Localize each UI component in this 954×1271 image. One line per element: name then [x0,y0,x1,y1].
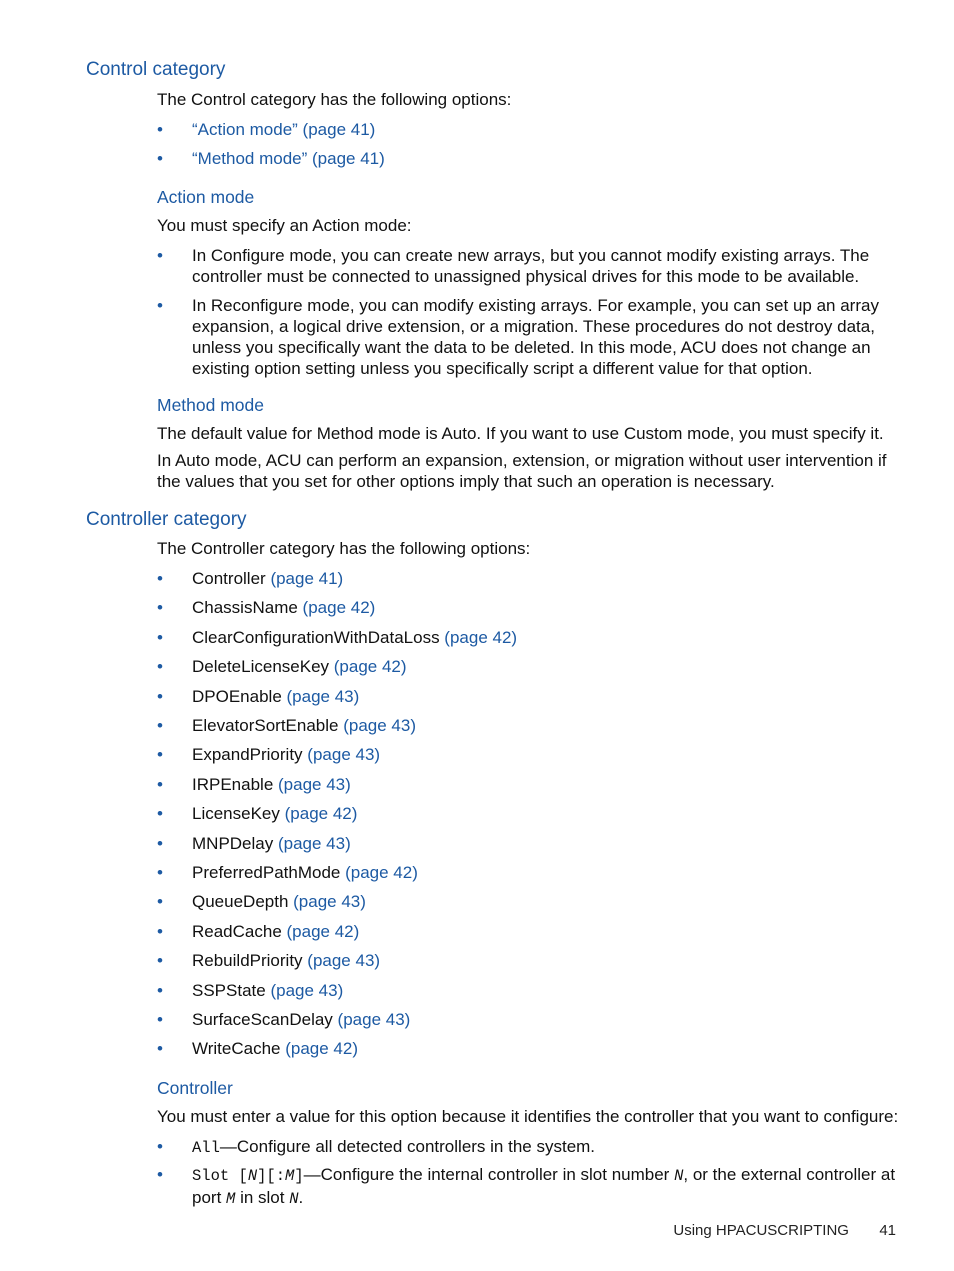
option-entry [192,715,902,736]
option-page-link[interactable]: (page 42) [444,628,518,647]
slot-var-m: M [226,1190,236,1208]
option-entry [192,774,902,795]
option-name: RebuildPriority [192,951,303,970]
controller-category-intro: The Controller category has the following options: [157,539,531,558]
option-entry [192,686,902,707]
option-page-link[interactable]: (page 43) [277,834,351,853]
method-mode-para-1: The default value for Method mode is Auto. If you want to use Custom mode, you must specify it. [157,424,884,443]
footer-title: Using HPACUSCRIPTING [673,1222,849,1239]
option-entry [192,891,902,912]
option-page-link[interactable]: (page 43) [307,951,381,970]
option-page-link[interactable]: (page 42) [285,1039,359,1058]
option-page-link[interactable]: (page 42) [333,657,407,676]
action-mode-heading: Action mode [157,187,255,207]
option-entry [192,568,902,589]
option-name: SSPState [192,981,266,1000]
slot-code-part: ] [294,1167,304,1185]
option-name: DeleteLicenseKey [192,657,330,676]
all-option [192,1136,902,1159]
bullet-icon: • [157,246,163,265]
bullet-icon: • [157,687,163,706]
action-mode-link[interactable]: “Action mode” (page 41) [192,120,376,139]
control-category-heading: Control category [86,59,226,80]
bullet-icon: • [157,1010,163,1029]
option-page-link[interactable]: (page 43) [286,687,360,706]
bullet-icon: • [157,745,163,764]
option-name: WriteCache [192,1039,281,1058]
option-page-link[interactable]: (page 43) [337,1010,411,1029]
option-entry [192,1038,902,1059]
page-footer [673,1222,896,1239]
bullet-icon: • [157,951,163,970]
option-page-link[interactable]: (page 42) [284,804,358,823]
configure-mode-text: In Configure mode, you can create new arrays, but you cannot modify existing arrays. The controller must be connected to unassigned physical drives for this mode to be available. [192,246,870,286]
option-page-link[interactable]: (page 43) [278,775,351,794]
slot-code-m: M [285,1167,295,1185]
bullet-icon: • [157,296,163,315]
option-entry [192,744,902,765]
method-mode-para-2: In Auto mode, ACU can perform an expansion, extension, or migration without user intervention if the values that you set for other options imply that such an operation is necessary. [157,451,887,491]
bullet-icon: • [157,981,163,1000]
page-number: 41 [879,1222,896,1239]
controller-heading: Controller [157,1078,233,1098]
method-mode-heading: Method mode [157,395,265,415]
bullet-icon: • [157,657,163,676]
bullet-icon: • [157,892,163,911]
bullet-icon: • [157,775,163,794]
option-page-link[interactable]: (page 43) [307,745,381,764]
option-name: DPOEnable [192,687,282,706]
controller-intro: You must enter a value for this option because it identifies the controller that you want to configure: [157,1107,899,1126]
option-name: SurfaceScanDelay [192,1010,333,1029]
bullet-icon: • [157,149,163,168]
slot-description: , or the external controller at port [192,1165,896,1207]
slot-code [192,1167,304,1185]
option-entry [192,1009,902,1030]
bullet-icon: • [157,120,163,139]
option-name: ClearConfigurationWithDataLoss [192,628,440,647]
option-name: ChassisName [192,598,298,617]
option-page-link[interactable]: (page 43) [343,716,416,735]
bullet-icon: • [157,628,163,647]
option-name: LicenseKey [192,804,280,823]
option-entry [192,862,902,883]
option-entry [192,980,902,1001]
option-page-link[interactable]: (page 42) [302,598,376,617]
option-entry [192,921,902,942]
option-name: PreferredPathMode [192,863,341,882]
control-category-intro: The Control category has the following options: [157,90,512,109]
bullet-icon: • [157,1039,163,1058]
all-code: All [192,1139,220,1157]
option-name: IRPEnable [192,775,274,794]
reconfigure-mode-text: In Reconfigure mode, you can modify existing arrays. For example, you can set up an array expansion, a logical drive extension, or a migration. These procedures do not destroy data, unless you specifically want the data to be deleted. In this mode, ACU does not change an existing option setting unless you specifically script a different value for that option. [192,296,879,378]
option-name: QueueDepth [192,892,289,911]
option-page-link[interactable]: (page 41) [270,569,344,588]
all-description: —Configure all detected controllers in the system. [219,1137,596,1156]
option-name: ExpandPriority [192,745,303,764]
option-page-link[interactable]: (page 42) [286,922,360,941]
slot-var-n: N [674,1167,684,1185]
option-entry [192,627,902,648]
option-name: MNPDelay [192,834,274,853]
option-entry [192,803,902,824]
bullet-icon: • [157,716,163,735]
action-mode-intro: You must specify an Action mode: [157,216,412,235]
slot-var-n: N [289,1190,299,1208]
slot-code-part: Slot [ [192,1167,248,1185]
slot-description: . [298,1188,304,1207]
method-mode-link[interactable]: “Method mode” (page 41) [192,149,385,168]
controller-category-heading: Controller category [86,509,247,530]
bullet-icon: • [157,834,163,853]
slot-description: in slot [235,1188,290,1207]
option-entry [192,656,902,677]
bullet-icon: • [157,569,163,588]
option-name: ReadCache [192,922,282,941]
option-page-link[interactable]: (page 43) [293,892,366,911]
slot-code-part: ][: [257,1167,286,1185]
option-entry [192,597,902,618]
option-name: ElevatorSortEnable [192,716,339,735]
option-name: Controller [192,569,266,588]
bullet-icon: • [157,804,163,823]
option-entry [192,833,902,854]
option-entry [192,950,902,971]
bullet-icon: • [157,598,163,617]
slot-description: —Configure the internal controller in slot number [303,1165,675,1184]
option-page-link[interactable]: (page 42) [345,863,418,882]
slot-code-n: N [247,1167,258,1185]
bullet-icon: • [157,863,163,882]
bullet-icon: • [157,1137,163,1156]
option-page-link[interactable]: (page 43) [270,981,344,1000]
bullet-icon: • [157,1165,163,1184]
slot-option [192,1164,902,1210]
bullet-icon: • [157,922,163,941]
